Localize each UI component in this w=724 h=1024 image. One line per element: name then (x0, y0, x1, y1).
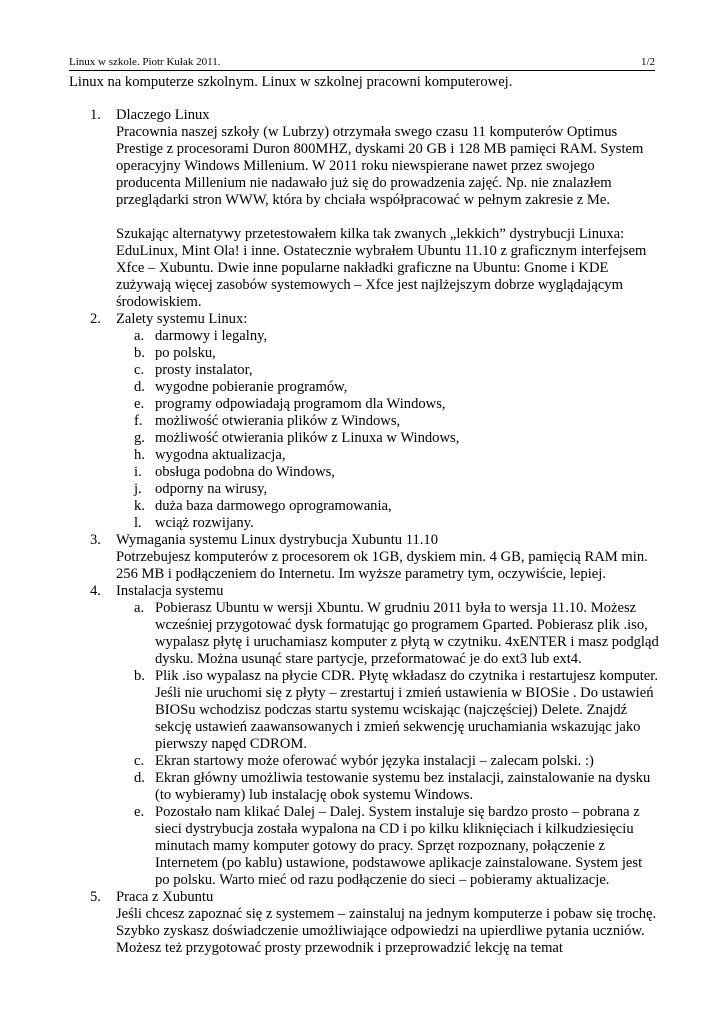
list-item (69, 430, 659, 447)
section-number: 2. (90, 311, 101, 327)
section-heading: Praca z Xubuntu (116, 889, 214, 905)
list-letter: g. (134, 430, 145, 446)
section-number: 3. (90, 532, 101, 548)
list-text: Ekran główny umożliwia testowanie systemu bez instalacji, zainstalowanie na dysku (to wybieramy) lub instalację obok systemu Windows. (155, 770, 651, 803)
header-left: Linux w szkole. Piotr Kułak 2011. (69, 56, 221, 68)
list-text: Ekran startowy może oferować wybór języka instalacji – zalecam polski. :) (155, 753, 594, 769)
list-item (69, 396, 659, 413)
list-letter: d. (134, 379, 145, 395)
list-item (69, 379, 659, 396)
page-header (69, 55, 655, 71)
list-text: po polsku, (155, 345, 216, 361)
list-text: Pobierasz Ubuntu w wersji Xbuntu. W grudniu 2011 była to wersja 11.10. Możesz wcześniej przygotować dysk formatując go programem Gparted. Pobierasz plik .iso, wypalasz płytę i uruchamiasz komputer z płytą w czytniku. 4xENTER i masz podgląd dysku. Można usunąć stare partycje, przeformatować je do ext3 lub ext4. (155, 600, 659, 667)
section-paragraph: Szukając alternatywy przetestowałem kilka tak zwanych „lekkich” dystrybucji Linuxa: EduLinux, Mint Ola! i inne. Ostatecznie wybrałem Ubuntu 11.10 z graficznym interfejsem Xfce – Xubuntu. Dwie inne popularne nakładki graficzne na Ubuntu: Gnome i KDE zużywają więcej zasobów systemowych – Xfce jest najlżejszym dobrze wyglądającym środowiskiem. (116, 226, 647, 310)
list-item (69, 804, 659, 889)
section-number: 1. (90, 107, 101, 123)
document-title: Linux na komputerze szkolnym. Linux w szkolnej pracowni komputerowej. (69, 74, 513, 90)
section-heading: Zalety systemu Linux: (116, 311, 248, 327)
section-paragraph: Jeśli chcesz zapoznać się z systemem – zainstaluj na jednym komputerze i pobaw się trochę. Szybko zyskasz doświadczenie umożliwiające odpowiedzi na upierdliwe pytania uczniów. Możesz też przygotować prosty przewodnik i przeprowadzić lekcję na temat (116, 906, 657, 956)
list-item (69, 668, 659, 753)
list-letter: c. (134, 362, 145, 378)
list-item (69, 328, 659, 345)
list-letter: b. (134, 668, 145, 684)
list-text: prosty instalator, (155, 362, 253, 378)
list-text: możliwość otwierania plików z Windows, (155, 413, 401, 429)
list-text: odporny na wirusy, (155, 481, 268, 497)
list-letter: c. (134, 753, 145, 769)
list-item (69, 753, 659, 770)
list-text: programy odpowiadają programom dla Windows, (155, 396, 446, 412)
list-item (69, 600, 659, 668)
list-letter: a. (134, 600, 145, 616)
list-item (69, 481, 659, 498)
list-letter: l. (134, 515, 142, 531)
section-5 (69, 889, 659, 957)
list-text: wygodna aktualizacja, (155, 447, 286, 463)
list-text: wciąż rozwijany. (155, 515, 254, 531)
list-letter: d. (134, 770, 145, 786)
list-text: Plik .iso wypalasz na płycie CDR. Płytę wkładasz do czytnika i restartujesz komputer. Jeśli nie uruchomi się z płyty – zrestartuj i zmień ustawienia w BIOSie . Do ustawień BIOSu wchodzisz podczas startu systemu wciskając (najczęściej) Delete. Znajdź sekcję ustawień zaawansowanych i zmień sekwencję uruchamiania wskazując jako pierwszy napęd CDROM. (155, 668, 658, 752)
list-item (69, 770, 659, 804)
list-letter: h. (134, 447, 145, 463)
list-letter: k. (134, 498, 145, 514)
list-item (69, 413, 659, 430)
list-letter: e. (134, 804, 145, 820)
list-item (69, 498, 659, 515)
section-heading: Wymagania systemu Linux dystrybucja Xubuntu 11.10 (116, 532, 439, 548)
list-item (69, 464, 659, 481)
list-text: Pozostało nam klikać Dalej – Dalej. System instaluje się bardzo prosto – pobrana z sieci dystrybucja została wypalona na CD i po kilku kliknięciach i kilkudziesięciu minutach mamy komputer gotowy do pracy. Sprzęt rozpoznany, połączenie z Internetem (po kablu) ustawione, podstawowe aplikacje zainstalowane. System jest po polsku. Warto mieć od razu podłączenie do sieci – pobieramy aktualizacje. (155, 804, 643, 888)
list-item (69, 345, 659, 362)
list-item (69, 362, 659, 379)
list-letter: b. (134, 345, 145, 361)
list-text: darmowy i legalny, (155, 328, 268, 344)
list-letter: a. (134, 328, 145, 344)
list-letter: f. (134, 413, 143, 429)
section-3 (69, 532, 659, 583)
list-item (69, 447, 659, 464)
section-heading: Dlaczego Linux (116, 107, 210, 123)
list-text: możliwość otwierania plików z Linuxa w Windows, (155, 430, 460, 446)
section-number: 5. (90, 889, 101, 905)
list-letter: i. (134, 464, 142, 480)
list-letter: e. (134, 396, 145, 412)
list-item (69, 515, 659, 532)
document-body (69, 107, 659, 957)
section-2 (69, 311, 659, 328)
section-4 (69, 583, 659, 600)
page-number: 1/2 (640, 56, 655, 68)
section-heading: Instalacja systemu (116, 583, 224, 599)
list-text: obsługa podobna do Windows, (155, 464, 335, 480)
list-text: duża baza darmowego oprogramowania, (155, 498, 392, 514)
section-paragraph: Pracownia naszej szkoły (w Lubrzy) otrzymała swego czasu 11 komputerów Optimus Prestige z procesorami Duron 800MHZ, dyskami 20 GB i 128 MB pamięci RAM. System operacyjny Windows Millenium. W 2011 roku niewspierane nawet przez swojego producenta Millenium nie nadawało już się do prowadzenia zajęć. Np. nie znalazłem przeglądarki stron WWW, która by chciała współpracować w pełnym zakresie z Me. (116, 124, 644, 208)
list-letter: j. (134, 481, 142, 497)
section-paragraph: Potrzebujesz komputerów z procesorem ok 1GB, dyskiem min. 4 GB, pamięcią RAM min. 256 MB i podłączeniem do Internetu. Im wyższe parametry tym, oczywiście, lepiej. (116, 549, 648, 582)
section-number: 4. (90, 583, 101, 599)
section-1 (69, 107, 659, 311)
list-text: wygodne pobieranie programów, (155, 379, 348, 395)
